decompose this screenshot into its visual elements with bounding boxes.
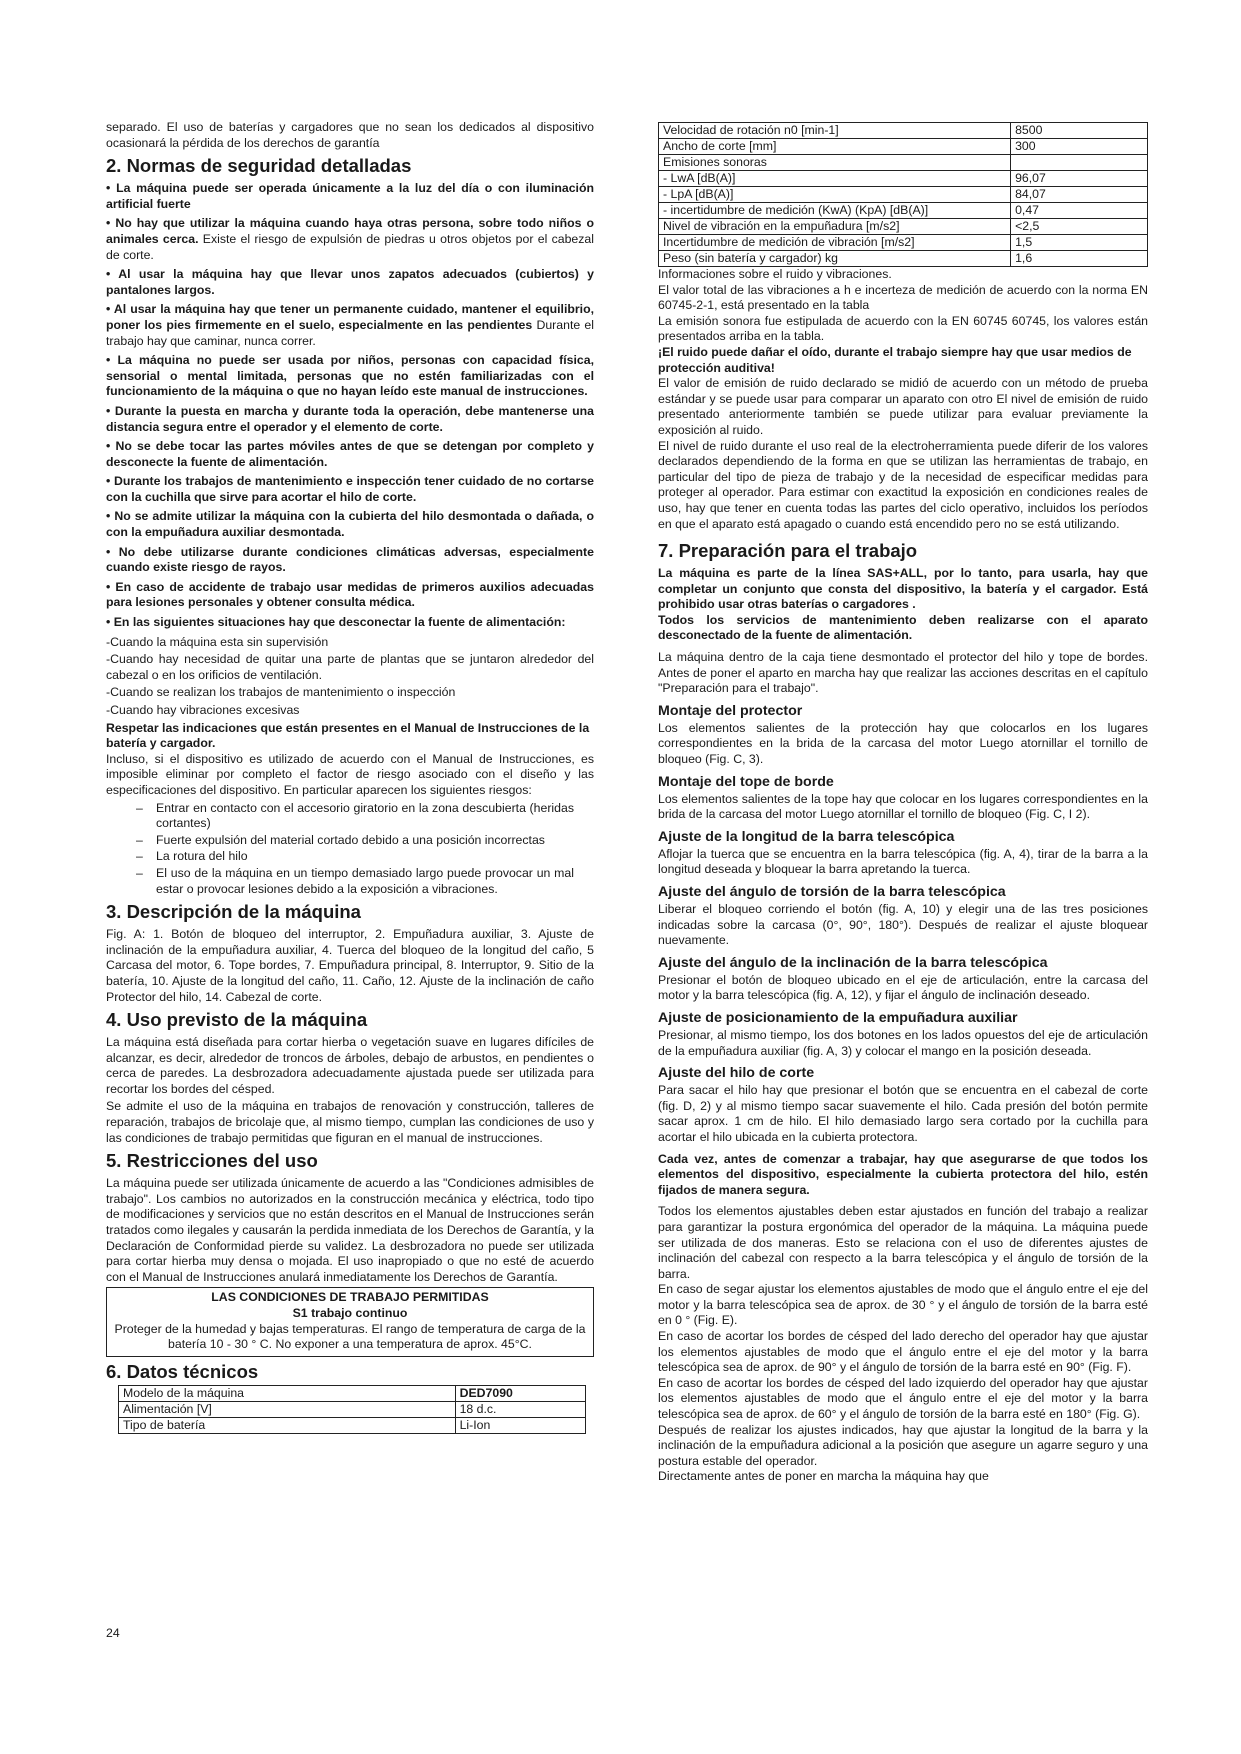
subsection-title: Montaje del protector <box>658 702 803 719</box>
safety-bullet: • La máquina no puede ser usada por niños, personas con capacidad física, sensorial o mental limitada, personas que no estén familiarizadas con el funcionamiento de la máquina o que no hayan leído este manual de instrucciones. <box>106 353 594 399</box>
table-row: - incertidumbre de medición (KwA) (KpA) [dB(A)] 0,47 <box>659 203 1148 219</box>
section-4-title: 4. Uso previsto de la máquina <box>106 1009 368 1031</box>
risk-item: – La rotura del hilo <box>136 849 248 864</box>
table-row: - LpA [dB(A)] 84,07 <box>659 187 1148 203</box>
adjustment-text: Después de realizar los ajustes indicados, hay que ajustar la longitud de la barra y la inclinación de la empuñadura adicional a la posición que asegure un agarre seguro y una postura estable del operador. <box>658 1422 1148 1468</box>
disconnect-case: -Cuando se realizan los trabajos de mantenimiento o inspección <box>106 685 456 700</box>
table-row: Modelo de la máquina DED7090 <box>119 1385 586 1401</box>
risk-intro: Incluso, si el dispositivo es utilizado de acuerdo con el Manual de Instrucciones, es imposible eliminar por completo el factor de riesgo asociado con el diseño y las especificaciones del dispositivo. En particular aparecen los siguientes riesgos: <box>106 751 594 797</box>
subsection-title: Ajuste del ángulo de torsión de la barra telescópica <box>658 884 1006 900</box>
safety-bullet: • Durante la puesta en marcha y durante toda la operación, debe mantenerse una distancia segura entre el operador y el elemento de corte. <box>106 403 594 434</box>
page-number: 24 <box>106 1626 120 1640</box>
box-subtitle: S1 trabajo continuo <box>292 1306 408 1320</box>
table-row: - LwA [dB(A)] 96,07 <box>659 171 1148 187</box>
subsection-title: Montaje del tope de borde <box>658 773 834 790</box>
safety-bullet: • No se debe tocar las partes móviles antes de que se detengan por completo y desconecte la fuente de alimentación. <box>106 439 594 469</box>
intro-paragraph: separado. El uso de baterías y cargadores que no sean los dedicados al dispositivo ocasionará la pérdida de los derechos de garantía <box>106 120 594 150</box>
risk-item: – Entrar en contacto con el accesorio giratorio en la zona descubierta (heridas cortantes) <box>136 800 574 831</box>
adjustment-text: Directamente antes de poner en marcha la máquina hay que <box>658 1469 989 1484</box>
adjustment-text: En caso de segar ajustar los elementos ajustables de modo que el ángulo entre el eje del motor y la barra telescópica sea de aprox. de 30 ° y el ángulo de torsión de la barra esté en 0 ° (Fig. E). <box>658 1282 1148 1328</box>
table-row: Peso (sin batería y cargador) kg 1,6 <box>659 251 1148 267</box>
subsection-title: Ajuste del ángulo de la inclinación de la barra telescópica <box>658 954 1048 971</box>
safety-bullet: • Al usar la máquina hay que tener un permanente cuidado, mantener el equilibrio, poner los pies firmemente en el suelo, especialmente en las pendientes Durante el trabajo hay que caminar, nunca correr. <box>106 302 594 348</box>
subsection-title: Ajuste de posicionamiento de la empuñadura auxiliar <box>658 1009 1018 1026</box>
noise-info-title: Informaciones sobre el ruido y vibraciones. <box>658 267 892 281</box>
left-column <box>106 120 594 1434</box>
section-7-note: Todos los servicios de mantenimiento deben realizarse con el aparato desconectado de la fuente de alimentación. <box>658 612 1148 643</box>
disconnect-case: -Cuando hay necesidad de quitar una parte de plantas que se juntaron alrededor del cabezal o en los orificios de ventilación. <box>106 652 594 682</box>
table-row: Tipo de batería Li-Ion <box>119 1417 586 1433</box>
adjustment-text: En caso de acortar los bordes de césped del lado izquierdo del operador hay que ajustar los elementos ajustables de modo que el ángulo entre el eje del motor y la barra telescópica sea de aprox. de 60° y el ángulo de torsión de la barra esté en 180° (Fig. G). <box>658 1375 1148 1422</box>
noise-info: El valor total de las vibraciones a h e incerteza de medición de acuerdo con la norma EN 60745-2-1, está presentado en la tabla <box>658 282 1148 313</box>
subsection-title: Ajuste de la longitud de la barra telescópica <box>658 828 955 845</box>
right-column <box>658 122 1148 1485</box>
box-text: Proteger de la humedad y bajas temperaturas. El rango de temperatura de carga de la batería 10 - 30 ° C. No exponer a una temperatura de aprox. 45°C. <box>114 1321 586 1352</box>
noise-info: El valor de emisión de ruido declarado se midió de acuerdo con un método de prueba estándar y se puede usar para comparar un aparato con otro El nivel de emisión de ruido presentado anteriormente también se puede utilizar para evaluar previamente la exposición al ruido. <box>658 376 1148 437</box>
tech-data-table-continued <box>658 122 1148 267</box>
risk-item: – Fuerte expulsión del material cortado debido a una posición incorrectas <box>136 832 545 847</box>
adjustment-text: Todos los elementos ajustables deben estar ajustados en función del trabajo a realizar para garantizar la postura ergonómica del operador de la máquina. La máquina puede ser utilizada de dos maneras. Esto se relaciona con el uso de diferentes ajustes de inclinación del cabezal con respecto a la barra telescópica y el ángulo de torsión de la barra. <box>658 1204 1148 1281</box>
table-row: Emisiones sonoras <box>659 155 1148 171</box>
safety-bullet: • Al usar la máquina hay que llevar unos zapatos adecuados (cubiertos) y pantalones largos. <box>106 267 595 297</box>
safety-bullet: • No se admite utilizar la máquina con la cubierta del hilo desmontada o dañada, o con la empuñadura auxiliar desmontada. <box>106 509 594 540</box>
section-7-note: La máquina es parte de la línea SAS+ALL, por lo tanto, para usarla, hay que completar un conjunto que consta del dispositivo, la batería y el cargador. Está prohibido usar otras baterías o cargadores . <box>658 566 1148 612</box>
disconnect-case: -Cuando la máquina esta sin supervisión <box>106 634 329 649</box>
working-conditions-box <box>106 1287 594 1356</box>
disconnect-case: -Cuando hay vibraciones excesivas <box>106 703 300 717</box>
table-row: Nivel de vibración en la empuñadura [m/s2] <2,5 <box>659 219 1148 235</box>
table-row: Incertidumbre de medición de vibración [m/s2] 1,5 <box>659 235 1148 251</box>
section-7-text: La máquina dentro de la caja tiene desmontado el protector del hilo y tope de bordes. Antes de poner el aparto en marcha hay que realizar las acciones descritas en el capítulo "Preparación para el trabajo". <box>658 650 1148 696</box>
battery-note: Respetar las indicaciones que están presentes en el Manual de Instrucciones de la batería y cargador. <box>106 720 590 751</box>
safety-bullet: • En caso de accidente de trabajo usar medidas de primeros auxilios adecuadas para lesiones personales y obtener consulta médica. <box>106 579 594 610</box>
subsection-text: Los elementos salientes de la protección hay que colocarlos en los lugares correspondientes en la brida de la carcasa del motor Luego atornillar el tornillo de bloqueo (Fig. C, 3). <box>658 720 1148 767</box>
subsection-text: Aflojar la tuerca que se encuentra en la barra telescópica (fig. A, 4), tirar de la barra a la longitud deseada y bloquear la barra apretando la tuerca. <box>658 846 1148 877</box>
risk-item: – El uso de la máquina en un tiempo demasiado largo puede provocar un mal estar o provocar lesiones debido a la exposición a vibraciones. <box>136 865 574 896</box>
box-title: LAS CONDICIONES DE TRABAJO PERMITIDAS <box>211 1290 489 1305</box>
table-row: Ancho de corte [mm] 300 <box>659 139 1148 155</box>
safety-bullet: • No hay que utilizar la máquina cuando haya otras persona, sobre todo niños o animales cerca. Existe el riesgo de expulsión de piedras u otros objetos por el cabezal de corte. <box>106 216 594 262</box>
table-row: Alimentación [V] 18 d.c. <box>119 1401 586 1417</box>
subsection-text: Liberar el bloqueo corriendo el botón (fig. A, 10) y elegir una de las tres posiciones indicadas sobre la carcasa (0°, 90°, 180°). Después de realizar el ajuste bloquear nuevamente. <box>658 902 1148 948</box>
subsection-title: Ajuste del hilo de corte <box>658 1065 815 1082</box>
table-row: Velocidad de rotación n0 [min-1] 8500 <box>659 123 1148 139</box>
safety-bullet: • En las siguientes situaciones hay que desconectar la fuente de alimentación: <box>106 615 566 630</box>
safety-bullet: • Durante los trabajos de mantenimiento e inspección tener cuidado de no cortarse con la cuchilla que sirve para acortar el hilo de corte. <box>106 474 594 504</box>
safety-bullet: • La máquina puede ser operada únicamente a la luz del día o con iluminación artificial fuerte <box>106 181 594 211</box>
subsection-text: Presionar, al mismo tiempo, los dos botones en los lados opuestos del eje de articulación de la empuñadura auxiliar (fig. A, 3) y colocar el mango en la posición deseada. <box>658 1027 1148 1058</box>
section-4-text: Se admite el uso de la máquina en trabajos de renovación y construcción, talleres de reparación, trabajos de bricolaje que, al mismo tiempo, cumplan las condiciones de uso y las condiciones de trabajo permitidas que figuran en el manual de instrucciones. <box>106 1099 594 1145</box>
section-6-title: 6. Datos técnicos <box>106 1360 259 1382</box>
tech-data-table <box>118 1385 586 1434</box>
noise-warning: ¡El ruido puede dañar el oído, durante el trabajo siempre hay que usar medios de protección auditiva! <box>658 344 1132 375</box>
subsection-text: Para sacar el hilo hay que presionar el botón que se encuentra en el cabezal de corte (fig. D, 2) y al mismo tiempo sacar suavemente el hilo. Cada presión del botón permite sacar aprox. 1 cm de hilo. El hilo demasiado largo sera cortado por la cuchilla para acortar el hilo ubicada en la cubierta protectora. <box>658 1083 1148 1144</box>
subsection-text: Presionar el botón de bloqueo ubicado en el eje de articulación, entre la carcasa del motor y la barra telescópica (fig. A, 12), y fijar el ángulo de inclinación deseado. <box>658 972 1148 1003</box>
section-7-title: 7. Preparación para el trabajo <box>658 540 918 562</box>
safety-bullet: • No debe utilizarse durante condiciones climáticas adversas, especialmente cuando existe riesgo de rayos. <box>106 544 594 575</box>
safety-note: Cada vez, antes de comenzar a trabajar, hay que asegurarse de que todos los elementos del dispositivo, especialmente la cubierta protectora del hilo, estén fijados de manera segura. <box>658 1151 1148 1197</box>
section-2-title: 2. Normas de seguridad detalladas <box>106 155 412 177</box>
section-5-text: La máquina puede ser utilizada únicamente de acuerdo a las "Condiciones admisibles de trabajo". Los cambios no autorizados en la construcción mecánica y eléctrica, todo tipo de modificaciones y servicios que no están descritos en el Manual de Instrucciones serán tratados como ilegales y causarán la perdida inmediata de los Derechos de Garantía, y la Declaración de Conformidad pierde su validez. La desbrozadora no puede ser utilizada para cortar hierba muy densa o mojada. El uso inapropiado o que no esté de acuerdo con el Manual de Instrucciones anulará inmediatamente los Derechos de Garantía. <box>106 1176 594 1284</box>
noise-info: El nivel de ruido durante el uso real de la electroherramienta puede diferir de los valores declarados dependiendo de la forma en que se utilizan las herramientas de trabajo, en particular del tipo de pieza de trabajo y de la necesidad de especificar medidas para proteger al operador. Para estimar con exactitud la exposición en condiciones reales de uso, hay que tener en cuenta todas las partes del ciclo operativo, incluidos los períodos en que el aparato está apagado o cuando está encendido pero no se está utilizando. <box>658 438 1148 531</box>
section-3-title: 3. Descripción de la máquina <box>106 901 361 923</box>
subsection-text: Los elementos salientes de la tope hay que colocar en los lugares correspondientes en la brida de la carcasa del motor Luego atornillar el tornillo de bloqueo (Fig. C, I 2). <box>658 791 1148 822</box>
section-3-text: Fig. A: 1. Botón de bloqueo del interruptor, 2. Empuñadura auxiliar, 3. Ajuste de inclinación de la empuñadura auxiliar, 4. Tuerca del bloqueo de la longitud del caño, 5 Carcasa del motor, 6. Tope bordes, 7. Empuñadura principal, 8. Interruptor, 9. Sitio de la batería, 10. Ajuste de la longitud del caño, 11. Caño, 12. Ajuste de la inclinación de caño Protector del hilo, 14. Cabezal de corte. <box>106 927 594 1004</box>
adjustment-text: En caso de acortar los bordes de césped del lado derecho del operador hay que ajustar los elementos ajustables de modo que el ángulo entre el eje del motor y la barra telescópica sea de aprox. de 90° y el ángulo de torsión de la barra esté en 90° (Fig. F). <box>658 1329 1148 1375</box>
noise-info: La emisión sonora fue estipulada de acuerdo con la EN 60745 60745, los valores están presentados arriba en la tabla. <box>658 313 1148 344</box>
section-4-text: La máquina está diseñada para cortar hierba o vegetación suave en lugares difíciles de alcanzar, es decir, alrededor de troncos de árboles, debajo de arbustos, en pendientes o cerca de paredes. La desbrozadora adecuadamente ajustada puede ser utilizada para recortar los bordes del césped. <box>106 1035 594 1096</box>
section-5-title: 5. Restricciones del uso <box>106 1150 318 1172</box>
